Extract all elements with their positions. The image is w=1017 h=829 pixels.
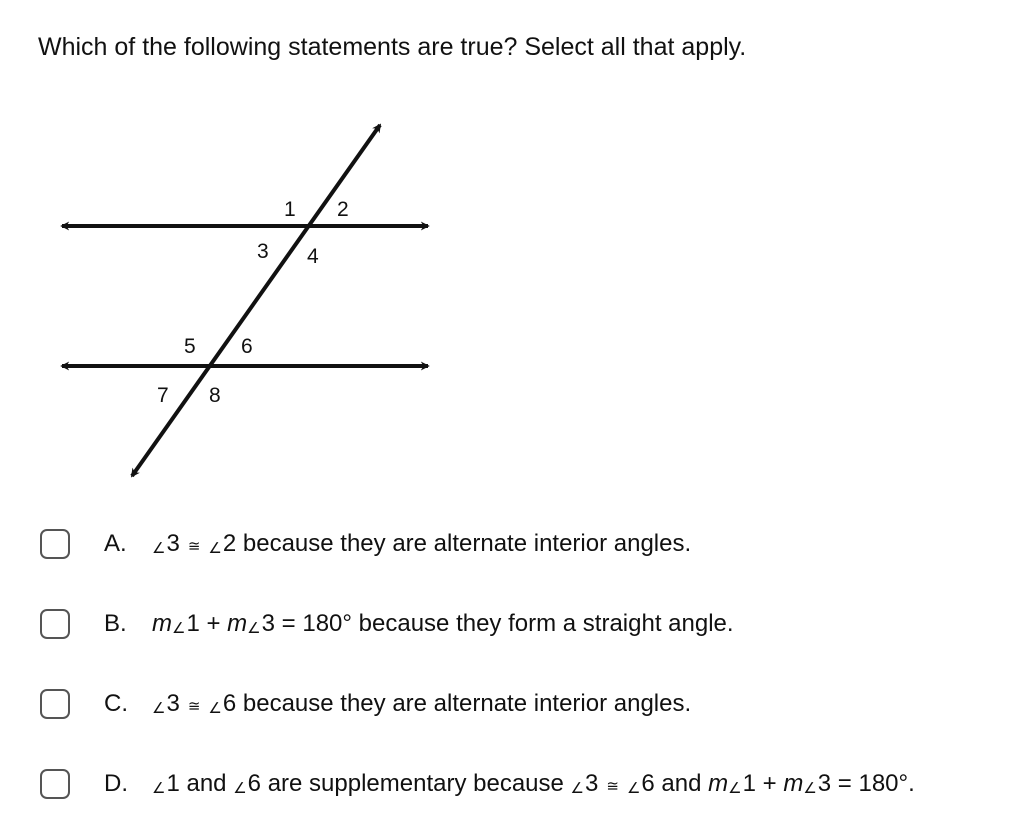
option-a-text: ∠3 ≅ ∠2 because they are alternate interior angles. xyxy=(152,530,692,557)
angle-label-6: 6 xyxy=(241,335,253,358)
option-b[interactable] xyxy=(40,604,734,644)
angle-symbol: ∠ xyxy=(233,780,247,797)
option-c-text: ∠3 ≅ ∠6 because they are alternate interior angles. xyxy=(152,690,692,717)
option-a-letter: A. xyxy=(104,530,127,557)
angle-symbol: ∠ xyxy=(803,780,817,797)
option-c-letter: C. xyxy=(104,690,128,717)
option-c-checkbox[interactable] xyxy=(40,689,70,719)
option-d-checkbox[interactable] xyxy=(40,769,70,799)
transversal-line xyxy=(132,125,380,476)
option-d-letter: D. xyxy=(104,770,128,797)
angle-symbol: ∠ xyxy=(247,620,261,637)
angle-label-2: 2 xyxy=(337,198,349,221)
angle-symbol: ∠ xyxy=(570,780,584,797)
option-c[interactable] xyxy=(40,684,691,724)
angle-symbol: ∠ xyxy=(208,540,222,557)
angle-label-8: 8 xyxy=(209,384,221,407)
option-d[interactable] xyxy=(40,764,915,804)
option-a-checkbox[interactable] xyxy=(40,529,70,559)
option-b-letter: B. xyxy=(104,610,127,637)
angle-symbol: ∠ xyxy=(208,700,222,717)
angle-label-5: 5 xyxy=(184,335,196,358)
option-b-text: m∠1 + m∠3 = 180° because they form a straight angle. xyxy=(152,610,734,637)
question-text: Which of the following statements are true? Select all that apply. xyxy=(38,33,747,61)
option-d-text: ∠1 and ∠6 are supplementary because ∠3 ≅ ∠6 and m∠1 + m∠3 = 180°. xyxy=(152,770,915,797)
option-a[interactable] xyxy=(40,524,691,564)
angle-label-1: 1 xyxy=(284,198,296,221)
angle-symbol: ∠ xyxy=(152,700,166,717)
option-b-checkbox[interactable] xyxy=(40,609,70,639)
angle-label-7: 7 xyxy=(157,384,169,407)
angle-symbol: ∠ xyxy=(626,780,641,797)
angle-symbol: ∠ xyxy=(728,780,742,797)
angle-symbol: ∠ xyxy=(172,620,186,637)
angle-symbol: ∠ xyxy=(152,540,166,557)
angle-label-4: 4 xyxy=(307,245,319,268)
angle-symbol: ∠ xyxy=(152,780,166,797)
angle-label-3: 3 xyxy=(257,240,269,263)
